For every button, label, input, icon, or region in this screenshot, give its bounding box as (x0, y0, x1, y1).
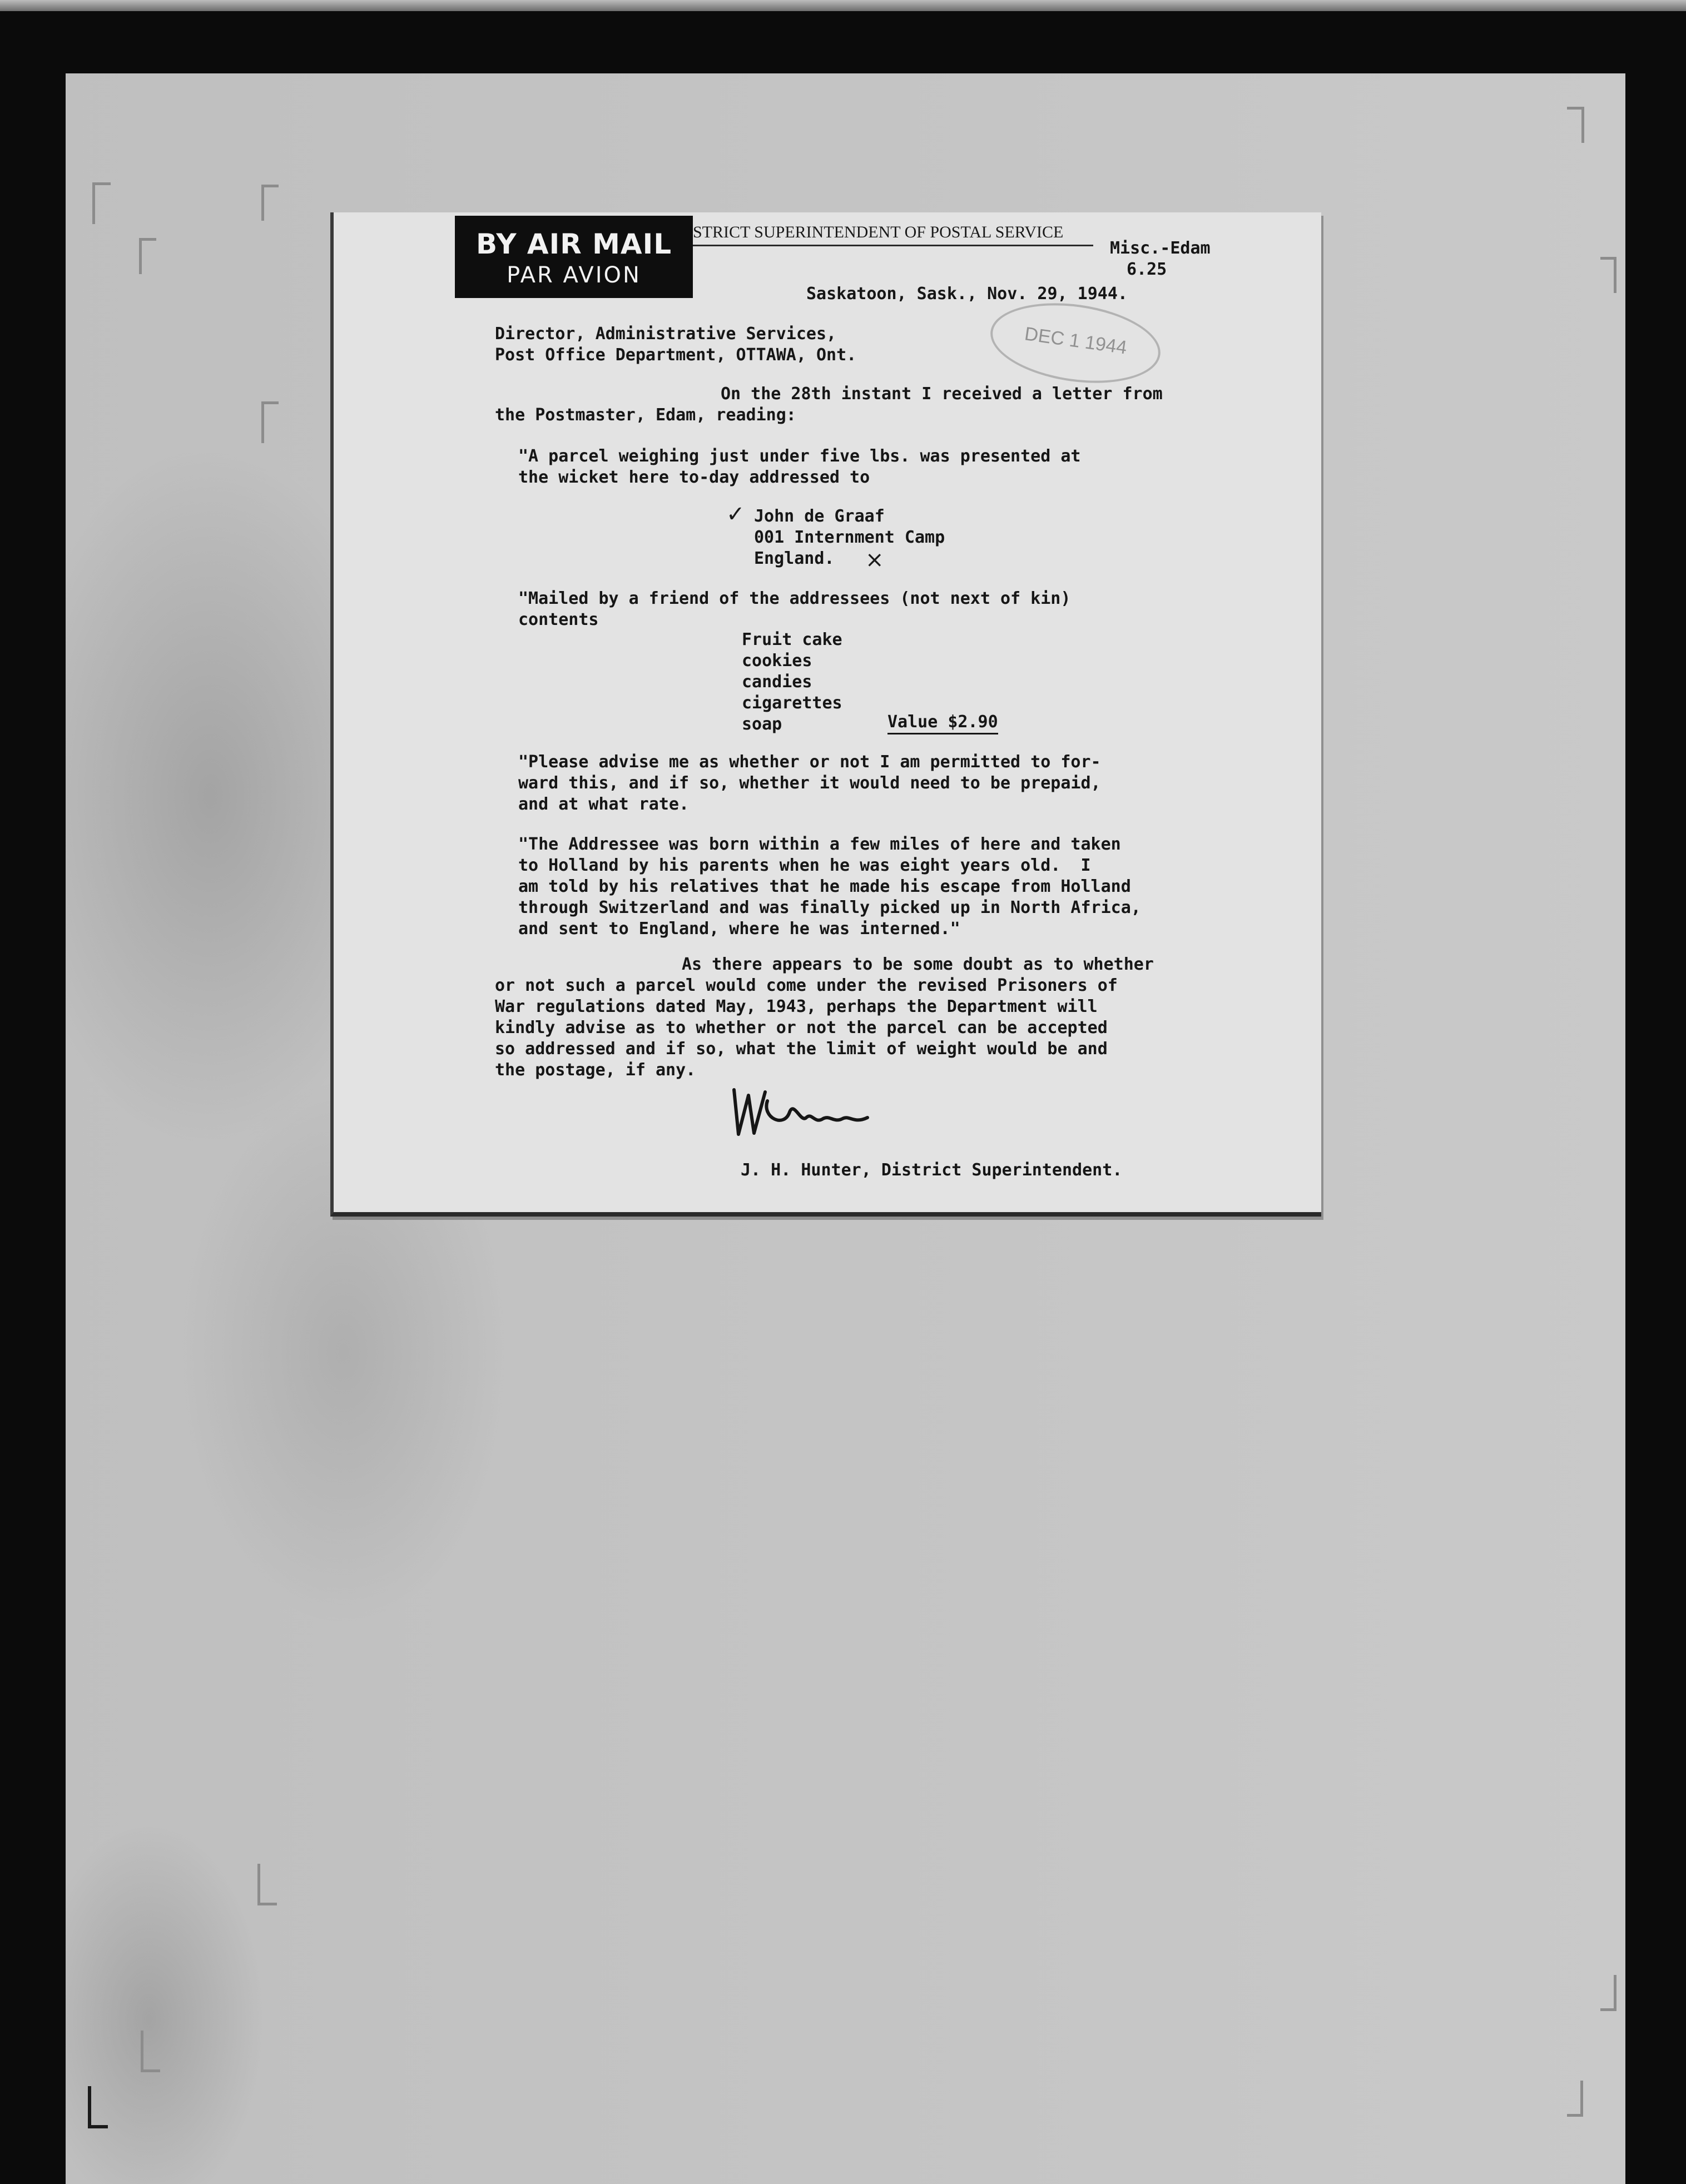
corner-mark (139, 238, 156, 274)
closing-line4: kindly advise as to whether or not the parcel can be accepted (495, 1018, 1108, 1038)
corner-mark (88, 2086, 108, 2128)
signature-block: J. H. Hunter, District Superintendent. (741, 1160, 1123, 1180)
file-ref-line2: 6.25 (1127, 260, 1167, 279)
intro-line1: On the 28th instant I received a letter from (721, 384, 1163, 404)
contents-item: cookies (742, 651, 812, 671)
closing-line1: As there appears to be some doubt as to whether (682, 955, 1154, 974)
airmail-label-line1: BY AIR MAIL (475, 228, 672, 260)
corner-mark (141, 2031, 160, 2072)
scan-edge (0, 0, 1686, 11)
pen-tick-mark: ✓ (726, 502, 745, 527)
corner-mark (1600, 1975, 1616, 2011)
contents-item: soap (742, 714, 782, 734)
pen-cross-mark: × (865, 547, 884, 573)
closing-line5: so addressed and if so, what the limit of weight would be and (495, 1039, 1108, 1059)
corner-mark (1567, 107, 1584, 143)
addressee-line2: Post Office Department, OTTAWA, Ont. (495, 345, 857, 365)
file-ref-line1: Misc.-Edam (1110, 239, 1211, 258)
quote2-line2: contents (518, 610, 599, 629)
corner-mark (92, 182, 111, 224)
handwritten-signature (723, 1084, 890, 1145)
quote4-line5: and sent to England, where he was interned." (518, 919, 960, 939)
contents-item: cigarettes (742, 693, 842, 713)
parcel-address-line1: John de Graaf (754, 507, 885, 526)
contents-value: Value $2.90 (887, 712, 998, 734)
contents-item: candies (742, 672, 812, 692)
closing-line3: War regulations dated May, 1943, perhaps the Department will (495, 997, 1098, 1016)
addressee-line1: Director, Administrative Services, (495, 324, 837, 344)
corner-mark (257, 1864, 277, 1905)
quote1-line1: "A parcel weighing just under five lbs. was presented at (518, 446, 1081, 466)
contents-item: Fruit cake (742, 630, 842, 649)
airmail-label-line2: PAR AVION (507, 262, 641, 288)
quote2-line1: "Mailed by a friend of the addressees (not next of kin) (518, 589, 1071, 608)
quote4-line4: through Switzerland and was finally picked up in North Africa, (518, 898, 1141, 917)
date-line: Saskatoon, Sask., Nov. 29, 1944. (806, 284, 1128, 304)
airmail-label (455, 216, 693, 298)
quote4-line2: to Holland by his parents when he was eight years old. I (518, 856, 1091, 875)
quote4-line1: "The Addressee was born within a few miles of here and taken (518, 835, 1121, 854)
received-stamp: DEC 1 1944 (985, 293, 1166, 393)
letterhead: STRICT SUPERINTENDENT OF POSTAL SERVICE (693, 222, 1093, 246)
corner-mark (261, 401, 279, 443)
corner-mark (1567, 2081, 1583, 2117)
quote4-line3: am told by his relatives that he made his escape from Holland (518, 877, 1131, 896)
closing-line2: or not such a parcel would come under the revised Prisoners of (495, 976, 1118, 995)
intro-line2: the Postmaster, Edam, reading: (495, 405, 796, 425)
corner-mark (261, 185, 279, 221)
quote3-line1: "Please advise me as whether or not I am permitted to for- (518, 752, 1101, 772)
quote3-line2: ward this, and if so, whether it would need to be prepaid, (518, 773, 1101, 793)
quote1-line2: the wicket here to-day addressed to (518, 468, 870, 487)
parcel-address-line3: England. (754, 549, 835, 568)
closing-line6: the postage, if any. (495, 1060, 696, 1080)
corner-mark (1600, 257, 1616, 293)
quote3-line3: and at what rate. (518, 795, 690, 814)
parcel-address-line2: 001 Internment Camp (754, 528, 945, 547)
